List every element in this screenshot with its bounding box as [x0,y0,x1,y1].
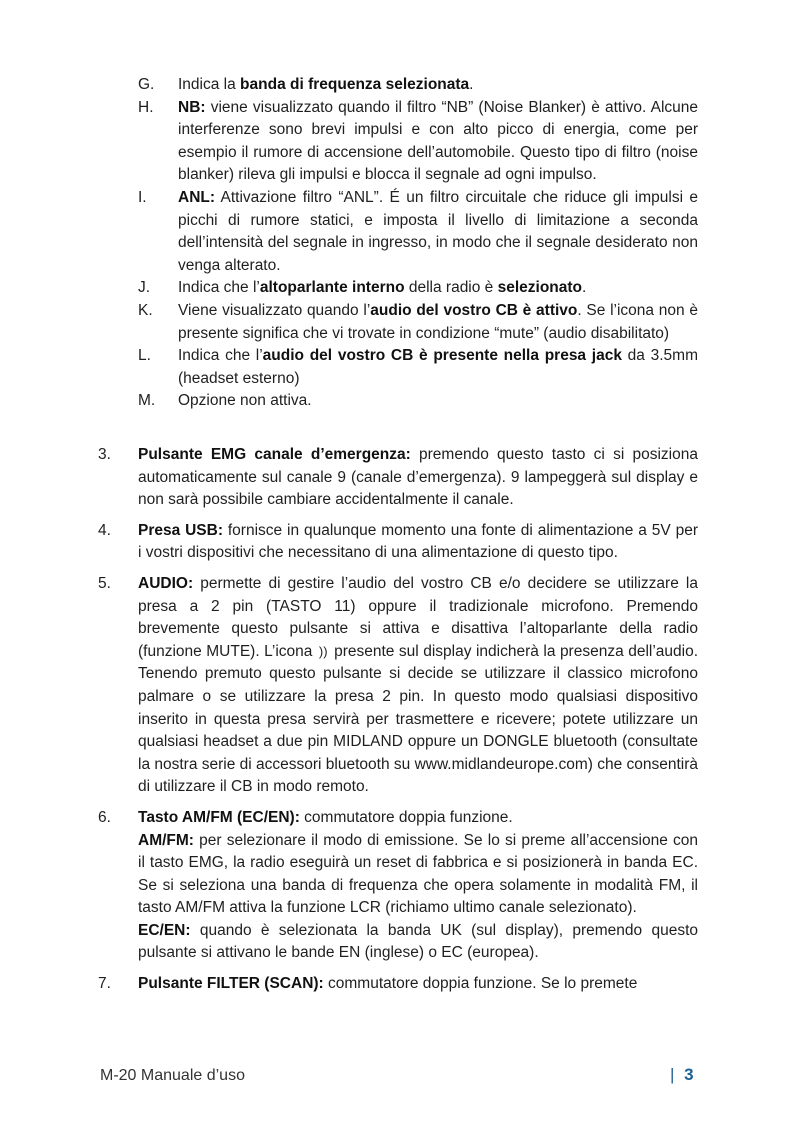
text: da 3.5mm (headset esterno) [178,347,698,387]
control-item [98,807,698,965]
display-icon-item [138,345,698,390]
item-text [138,573,698,799]
text: . Se l’icona non è presente significa che vi trovate in condizione “mute” (audio disabilitato) [178,301,698,342]
item-number: 7. [98,975,111,993]
text: Viene visualizzato quando l’ [178,301,371,319]
item-number: 5. [98,574,111,592]
item-number: 3. [98,446,111,463]
text: della radio è [404,279,498,297]
item-letter: L. [138,347,151,365]
text: viene visualizzato quando il filtro “NB” (Noise Blanker) è attivo. Alcune interferenze sono brevi impulsi e con alto picco di energia, come per esempio il rumore di accensione dell’automobile. Questo tipo di filtro (noise blanker) rileva gli impulsi e blocca il segnale ad ogni impulso. [178,98,698,184]
item-text [178,300,698,345]
item-letter: I. [138,188,147,206]
bold-text: banda di frequenza selezionata [240,76,470,93]
display-icons-list [138,74,698,413]
item-number: 4. [98,521,111,539]
bold-text: selezionato [497,279,583,297]
display-icon-item [138,74,698,97]
item-letter: H. [138,98,154,116]
display-icon-item [138,300,698,345]
bold-text: audio del vostro CB è attivo [370,301,578,319]
item-text [178,74,698,97]
control-item [98,444,698,512]
item-letter: J. [138,279,151,297]
text: Indica che l’ [178,347,263,365]
page-number [670,1065,694,1085]
item-letter: M. [138,392,156,410]
text: permette di gestire l’audio del vostro CB e/o decidere se utilizzare la presa a 2 pin (TASTO 11) oppure il tradizionale microfono. Premendo brevemente questo pulsante si attiva e disattiva l’altoparlante della radio (funzione MUTE). L’icona [138,574,698,660]
text: Indica che l’ [178,279,260,297]
text: . [582,279,587,297]
text: per selezionare il modo di emissione. Se lo si preme all’accensione con il tasto EMG, la radio eseguirà un reset di fabbrica e si posizionerà in banda EC. Se si seleziona una banda di frequenza che opera solamente in modalità FM, il tasto AM/FM attiva la funzione LCR (richiamo ultimo canale selezionato). [138,831,698,917]
text: Indica la [178,76,241,93]
control-item [98,520,698,565]
text: commutatore doppia funzione. Se lo premete [323,975,638,993]
display-icon-item [138,390,698,413]
item-letter: K. [138,301,153,319]
item-text [138,520,698,565]
item-text [178,277,698,300]
item-text [178,97,698,187]
control-item [98,973,698,996]
text: premendo questo tasto ci si posiziona automaticamente sul canale 9 (canale d’emergenza). 9 lampeggerà sul display e non sarà possibile cambiare accidentalmente il canale. [138,446,698,509]
text: quando è selezionata la banda UK (sul display), premendo questo pulsante si attivano le bande EN (inglese) o EC (europea). [138,921,698,962]
bold-text: ANL: [178,188,216,206]
bold-text: audio del vostro CB è presente nella presa jack [262,347,622,365]
bold-text: EC/EN: [138,921,191,939]
text: presente sul display indicherà la presenza dell’audio. Tenendo premuto questo pulsante si decide se utilizzare il classico microfono palmare o se utilizzare la presa 2 pin. In questo modo qualsiasi dispositivo inserito in questa presa servirà per trasmettere e ricevere; potete utilizzare un qualsiasi headset a due pin MIDLAND oppure un DONGLE bluetooth (consultate la nostra serie di accessori bluetooth su www.midlandeurope.com) che consentirà di utilizzare il CB in modo remoto. [138,642,699,796]
text: Attivazione filtro “ANL”. É un filtro circuitale che riduce gli impulsi e picchi di rumore statici, e imposta il livello di limitazione a seconda dell’intensità del segnale in ingresso, in modo che il segnale desiderato non venga alterato. [178,188,698,274]
item-letter: G. [138,76,155,93]
display-icon-item [138,97,698,187]
control-item [98,573,698,799]
manual-title: M-20 Manuale d’uso [100,1067,245,1084]
text: Opzione non attiva. [178,392,312,410]
item-text [178,187,698,277]
bold-text: Tasto AM/FM (EC/EN): [138,808,300,826]
text: . [469,76,474,93]
item-text [138,444,698,512]
controls-list [98,444,698,1004]
text: commutatore doppia funzione. [299,808,513,826]
audio-waves-icon: )) [318,643,328,659]
bold-text: Pulsante FILTER (SCAN): [138,975,324,993]
bold-text: AM/FM: [138,831,194,849]
bold-text: AUDIO: [138,574,194,592]
item-text [138,807,698,965]
page-number-value: 3 [684,1065,694,1084]
item-number: 6. [98,808,111,826]
bold-text: NB: [178,98,206,116]
item-text [138,973,698,996]
display-icon-item [138,187,698,277]
text: fornisce in qualunque momento una fonte di alimentazione a 5V per i vostri dispositivi che necessitano di una alimentazione di questo tipo. [138,521,698,562]
item-text [178,390,698,413]
bold-text: Pulsante EMG canale d’emergenza: [138,446,411,463]
page-separator: | [670,1065,675,1084]
display-icon-item [138,277,698,300]
item-text [178,345,698,390]
bold-text: Presa USB: [138,521,223,539]
bold-text: altoparlante interno [259,279,405,297]
